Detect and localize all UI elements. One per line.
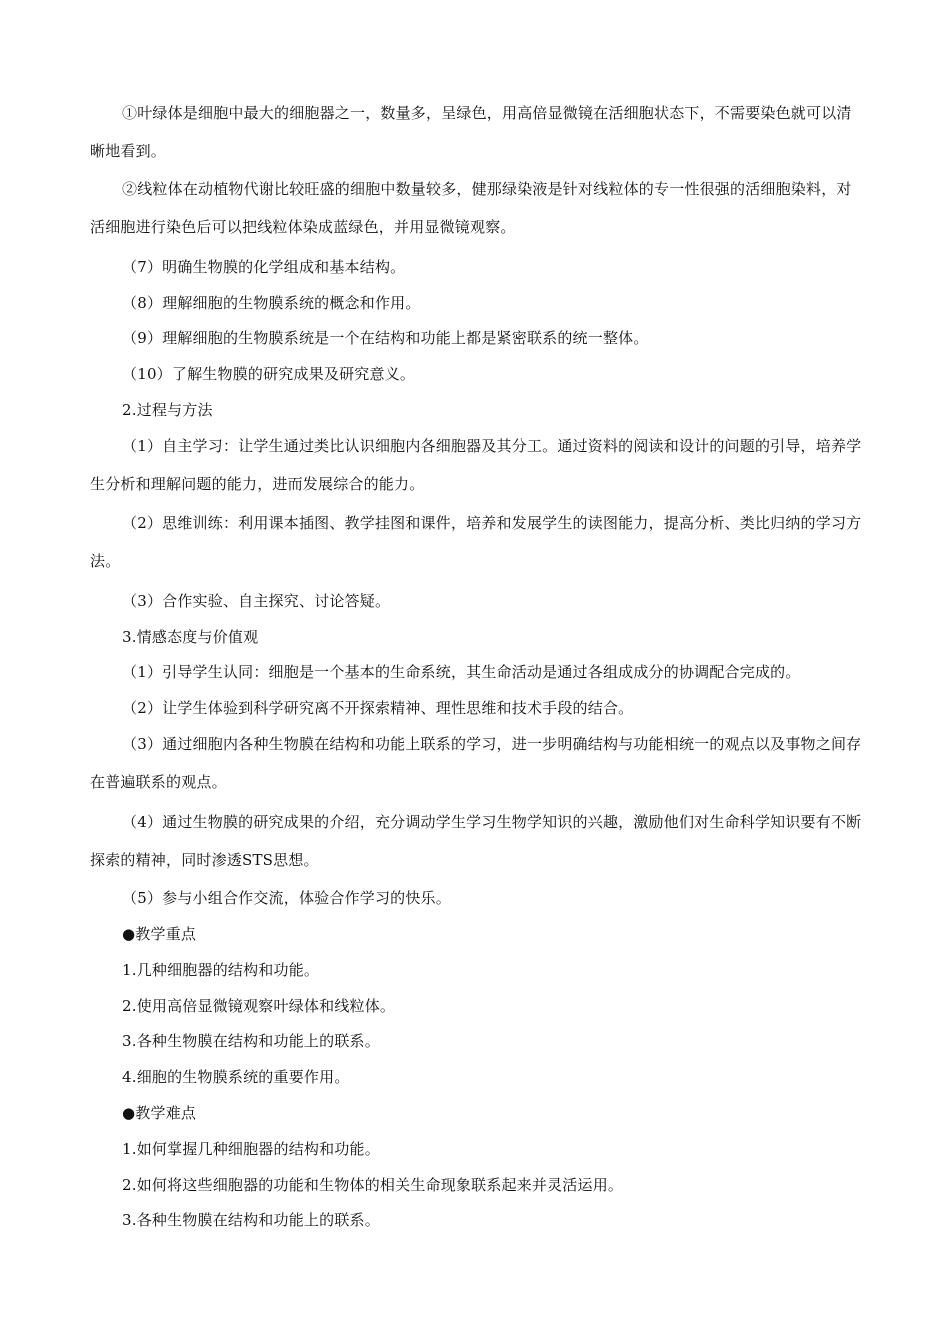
paragraph-self-study: （1）自主学习：让学生通过类比认识细胞内各细胞器及其分工。通过资料的阅读和设计的问题的引导，培养学生分析和理解问题的能力，进而发展综合的能力。 — [90, 437, 862, 493]
paragraph-item-8: （8）理解细胞的生物膜系统的概念和作用。 — [122, 294, 421, 312]
difficulty-item-1: 1.如何掌握几种细胞器的结构和功能。 — [122, 1140, 380, 1158]
paragraph-value-2: （2）让学生体验到科学研究离不开探索精神、理性思维和技术手段的结合。 — [122, 699, 634, 717]
difficulty-item-2: 2.如何将这些细胞器的功能和生物体的相关生命现象联系起来并灵活运用。 — [122, 1176, 624, 1194]
paragraph-item-7: （7）明确生物膜的化学组成和基本结构。 — [122, 258, 406, 276]
difficulty-item-3: 3.各种生物膜在结构和功能上的联系。 — [122, 1211, 380, 1229]
paragraph-value-4: （4）通过生物膜的研究成果的介绍，充分调动学生学习生物学知识的兴趣，激励他们对生命科学知识要有不断探索的精神，同时渗透STS思想。 — [90, 813, 862, 869]
paragraph-item-9: （9）理解细胞的生物膜系统是一个在结构和功能上都是紧密联系的统一整体。 — [122, 329, 649, 347]
paragraph-mitochondria: ②线粒体在动植物代谢比较旺盛的细胞中数量较多，健那绿染液是针对线粒体的专一性很强的活细胞染料，对活细胞进行染色后可以把线粒体染成蓝绿色，并用显微镜观察。 — [90, 180, 852, 236]
focus-item-1: 1.几种细胞器的结构和功能。 — [122, 961, 320, 979]
focus-item-4: 4.细胞的生物膜系统的重要作用。 — [122, 1068, 350, 1086]
heading-teaching-difficulty: ●教学难点 — [122, 1104, 197, 1122]
paragraph-item-10: （10）了解生物膜的研究成果及研究意义。 — [122, 365, 416, 383]
paragraph-value-5: （5）参与小组合作交流，体验合作学习的快乐。 — [122, 889, 451, 907]
heading-teaching-focus: ●教学重点 — [122, 925, 197, 943]
heading-process-methods: 2.过程与方法 — [122, 401, 213, 419]
paragraph-cooperation: （3）合作实验、自主探究、讨论答疑。 — [122, 592, 391, 610]
focus-item-2: 2.使用高倍显微镜观察叶绿体和线粒体。 — [122, 997, 396, 1015]
paragraph-value-3: （3）通过细胞内各种生物膜在结构和功能上联系的学习，进一步明确结构与功能相统一的观点以及事物之间存在普遍联系的观点。 — [90, 735, 862, 791]
focus-item-3: 3.各种生物膜在结构和功能上的联系。 — [122, 1032, 380, 1050]
paragraph-thinking-training: （2）思维训练：利用课本插图、教学挂图和课件，培养和发展学生的读图能力，提高分析、类比归纳的学习方法。 — [90, 514, 862, 570]
heading-emotion-values: 3.情感态度与价值观 — [122, 628, 259, 646]
paragraph-value-1: （1）引导学生认同：细胞是一个基本的生命系统，其生命活动是通过各组成成分的协调配合完成的。 — [122, 663, 801, 681]
paragraph-chloroplast: ①叶绿体是细胞中最大的细胞器之一，数量多，呈绿色，用高倍显微镜在活细胞状态下，不需要染色就可以清晰地看到。 — [90, 104, 852, 160]
